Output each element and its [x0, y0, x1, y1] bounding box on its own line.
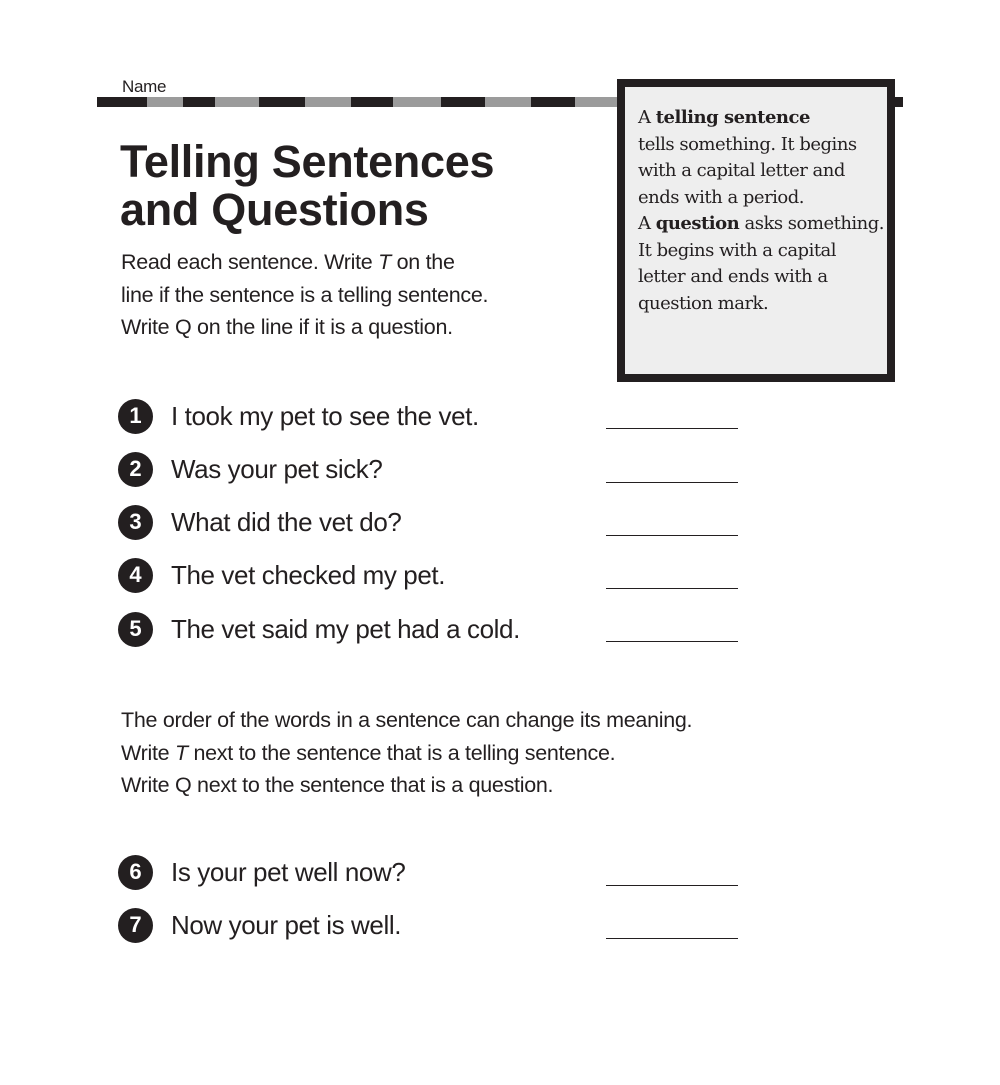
answer-line-6[interactable] [606, 885, 738, 886]
answer-line-5[interactable] [606, 641, 738, 642]
instructions-part-1 [121, 246, 488, 344]
telling-sentence-term: telling sentence [655, 107, 810, 128]
exercise-item-5 [118, 609, 520, 649]
answer-line-3[interactable] [606, 535, 738, 536]
exercise-item-1 [118, 396, 479, 436]
exercise-item-4 [118, 555, 445, 595]
rule-box [617, 79, 895, 382]
telling-rule-prefix: A [638, 107, 656, 128]
instructions-2-line-2-end: next to the sentence that is a telling sentence. [187, 740, 616, 765]
item-sentence: The vet checked my pet. [171, 559, 446, 590]
item-sentence: I took my pet to see the vet. [171, 400, 479, 431]
answer-line-7[interactable] [606, 938, 738, 939]
instructions-2-line-3: Write Q next to the sentence that is a question. [121, 773, 554, 797]
item-number-badge: 1 [118, 399, 153, 434]
item-number-badge: 4 [118, 558, 153, 593]
instructions-1-line-3: Write Q on the line if it is a question. [121, 315, 453, 339]
question-rule-prefix: A [638, 213, 656, 234]
telling-sentence-rule [638, 105, 887, 211]
question-rule [638, 211, 887, 317]
exercise-item-3 [118, 502, 401, 542]
question-definition: asks something. It begins with a capital letter and ends with a question mark. [638, 213, 885, 314]
title-line-2: and Questions [120, 184, 429, 235]
exercise-item-2 [118, 449, 382, 489]
item-sentence: What did the vet do? [171, 506, 402, 537]
item-sentence: The vet said my pet had a cold. [171, 613, 520, 644]
exercise-item-7 [118, 905, 401, 945]
instructions-1-letter-t: T [378, 250, 391, 274]
instructions-1-line-2: line if the sentence is a telling sentence. [121, 282, 489, 307]
item-number-badge: 7 [118, 908, 153, 943]
item-sentence: Is your pet well now? [171, 856, 406, 887]
item-number-badge: 2 [118, 452, 153, 487]
answer-line-1[interactable] [606, 428, 738, 429]
exercise-item-6 [118, 852, 405, 892]
name-label: Name [122, 77, 167, 96]
item-number-badge: 5 [118, 612, 153, 647]
instructions-2-letter-t: T [174, 740, 188, 765]
instructions-2-line-2-start: Write [121, 740, 175, 765]
instructions-part-2 [121, 704, 692, 802]
telling-sentence-definition: tells something. It begins with a capital letter and ends with a period. [638, 133, 857, 208]
instructions-1-line-1-end: on the [390, 250, 455, 274]
question-term: question [655, 213, 740, 234]
instructions-2-line-1: The order of the words in a sentence can change its meaning. [121, 708, 693, 732]
instructions-1-line-1-start: Read each sentence. Write [121, 250, 379, 274]
item-number-badge: 3 [118, 505, 153, 540]
item-sentence: Was your pet sick? [171, 453, 383, 484]
answer-line-2[interactable] [606, 482, 738, 483]
page-title [120, 138, 494, 234]
item-number-badge: 6 [118, 855, 153, 890]
answer-line-4[interactable] [606, 588, 738, 589]
item-sentence: Now your pet is well. [171, 909, 402, 940]
title-line-1: Telling Sentences [120, 136, 495, 187]
